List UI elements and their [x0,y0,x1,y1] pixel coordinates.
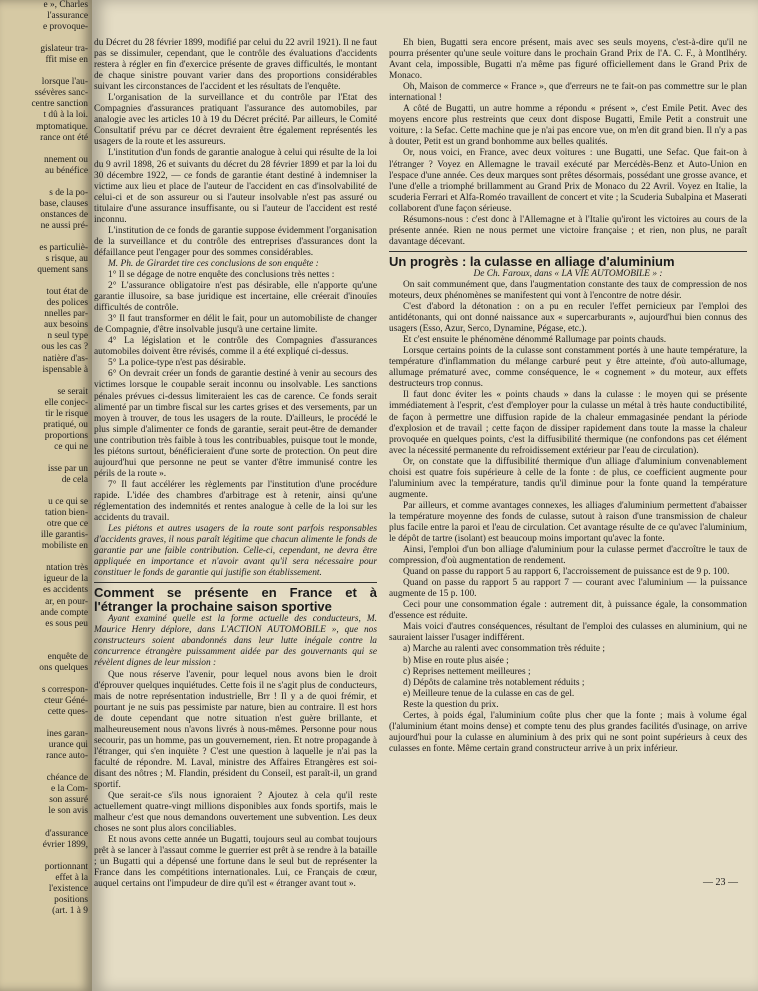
fragment-line: ffit mise en [45,55,88,66]
paragraph: Que nous réserve l'avenir, pour lequel nous avons bien le droit d'éprouver quelques inquiétudes. Cette fois il ne s'agit plus de conducteurs, mais de notre représentation industrielle, Brr ! Il y a de quoi frémir, et pourtant je ne suis pas pessimiste par nature, bien au contraire. Il est hors de doute cependant que notre situation n'est guère brillante, et malheureusement nous n'avons livrés à nous-mêmes. Personne pour nous secourir, pas un homme, pas un gouvernement, rien. Et notre propagande à l'étranger, qui s'en inquiète ? C'est une question à laquelle je n'ai pas la faculté de répondre. M. Laval, ministre des Affaires Etrangères est soi-disant des nôtres ; M. Flandin, président du Conseil, est paraît-il, un grand sportif. [94,669,377,790]
paragraph: Or, on constate que la diffusibilité thermique d'un alliage d'aluminium convenablement choisi est quatre fois supérieure à celle de la fonte : de plus, ce coefficient augmente pour l'aluminium avec la température, tandis qu'il diminue pour la fonte quand la température augmente. [389,456,747,500]
fragment-line [0,177,92,188]
fragment-line: es particuliè- [39,243,88,254]
fragment-line: évrier 1899, [42,839,88,850]
fragment-line [0,232,92,243]
fragment-line [0,630,92,641]
fragment-line: e la Com- [51,784,88,795]
list-item: 2° L'assurance obligatoire n'est pas désirable, elle n'apporte qu'une garantie illusoire, sa base juridique est incertaine, elle créerait d'inouïes difficultés de contrôle. [94,281,377,314]
column-1 [94,38,377,890]
paragraph: M. Ph. de Girardet tire ces conclusions de son enquête : [108,258,319,269]
fragment-line: enquête de [47,651,88,662]
fragment-line: cette ques- [47,707,88,717]
fragment-line: d'assurance [45,828,88,839]
fragment-line [0,552,92,563]
paragraph: L'organisation de la surveillance et du contrôle par l'Etat des Compagnies d'assurances pratiquant l'assurance des automobiles, par analogie avec les articles 10 à 19 du Décret précité. Par ailleurs, le Comité Consultatif prévu par ce décret devraient être également représentés les usagers de la route et les assureurs. [94,93,377,148]
fragment-line: quement sans [37,265,88,276]
fragment-line: u ce qui se [48,497,88,508]
left-page-fragment [0,0,92,991]
fragment-line: mobiliste en [41,541,88,552]
fragment-line: n seul type [47,331,88,342]
fragment-line: portionnant [44,861,88,872]
list-item: 6° On devrait créer un fonds de garantie destiné à venir au secours des victimes lorsque le coupable serait inconnu ou insolvable. Les sanctions pénales prévues ci-dessus limiteraient les cas de carence. Ce fonds serait alimenté par un timbre fiscal sur les cartes grises et des versements, par un moyen à trouver, de tous les usagers de la route. D'ailleurs, le procédé le plus simple d'alimenter ce fonds de garantie, serait peut-être de demander une contribution très faible à tous les contribuables, puisque tout le monde, les piétons surtout, bénéficieraient d'une sorte de protection. On peut dire aujourd'hui que personne ne peut se vanter d'être immunisé contre les périls de la route ». [94,369,377,479]
fragment-line: t dû à la loi. [43,110,88,121]
section-heading: Comment se présente en France et à l'étranger la prochaine saison sportive [94,585,377,615]
fragment-line: ous les cas ? [41,342,88,353]
fragment-line: tation bien- [45,508,88,519]
paragraph: Eh bien, Bugatti sera encore présent, mais avec ses seuls moyens, c'est-à-dire qu'il ne pourra présenter qu'une seule voiture dans le prochain Grand Prix de l'A. C. F., à Montlhéry. Avant cela, impossible, Bugatti n'a même pas figuré officiellement dans le Grand Prix de Monaco. [389,38,747,82]
fragment-line [0,66,92,77]
byline: De Ch. Faroux, dans « LA VIE AUTOMOBILE » : [473,268,663,279]
column-2 [389,38,747,755]
fragment-line: tout état de [46,287,88,298]
fragment-line: effet à la [55,872,88,883]
fragment-line: des polices [46,298,88,309]
paragraph: Ceci pour une consommation égale : autrement dit, à puissance égale, la consommation d'essence est réduite. [389,600,747,622]
fragment-line: ons quelques [39,662,88,673]
fragment-line [0,762,92,773]
list-item: 4° La législation et le contrôle des Compagnies d'assurances automobiles doivent être révisés, comme il a été expliqué ci-dessus. [94,336,377,358]
fragment-line: son assuré [49,795,88,806]
fragment-line [0,718,92,729]
list-item: a) Marche au ralenti avec consommation très réduite ; [403,644,605,655]
fragment-line: isse par un [47,463,88,474]
list-item: e) Meilleure tenue de la culasse en cas de gel. [403,688,575,699]
paragraph: L'institution d'un fonds de garantie analogue à celui qui résulte de la loi du 9 avril 1898, 26 et suivants du décret du 28 février 1899 et par la loi du 30 décembre 1922, — ce fonds de garantie étant destiné à indemniser la victime aux lieu et place de l'auteur de l'accident en cas d'insolvabilité de celui-ci et de son assureur ou si l'auteur insolvable n'est pas assuré ou titulaire d'une assurance insuffisante, ou si l'auteur de l'accident est resté inconnu. [94,148,377,225]
left-page-text [0,0,92,917]
divider [389,251,747,252]
fragment-line: s risque, au [45,254,88,265]
fragment-line [0,376,92,387]
fragment-line: ntation très [46,563,88,574]
fragment-line: nnelles par- [44,309,88,320]
fragment-line [0,674,92,685]
fragment-line: igueur de la [43,574,88,585]
fragment-line: centre sanction [31,99,88,110]
fragment-line: ce qui ne [54,441,88,452]
fragment-line: pratiqué, ou [43,419,88,430]
list-item: 3° Il faut transformer en délit le fait, pour un automobiliste de changer de Compagnie, d'être insolvable jusqu'à une certaine limite. [94,314,377,336]
divider [94,582,377,583]
fragment-line: le son avis [48,806,88,817]
fragment-line: chéance de [46,773,88,784]
paragraph: Mais voici d'autres conséquences, résultant de l'emploi des culasses en aluminium, qui ne sauraient laisser l'usager indifférent. [389,622,747,644]
fragment-line: gislateur tra- [40,44,88,55]
fragment-line: ande compte [40,607,88,618]
paragraph: Résumons-nous : c'est donc à l'Allemagne et à l'Italie qu'iront les victoires au cours de la présente année. Rien ne nous permet une victoire française ; et rien, non plus, ne paraît davantage décevant. [389,214,747,247]
list-item: 1° Il se dégage de notre enquête des conclusions très nettes : [108,269,335,280]
list-item: d) Dépôts de calamine très notablement réduits ; [403,677,585,688]
fragment-line: ispensable à [42,364,88,375]
fragment-line: natière d'as- [42,353,88,364]
fragment-line: positions [54,894,88,905]
paragraph: Lorsque certains points de la culasse sont constamment portés à une haute température, la température d'inflammation du mélange carburé peut y être atteinte, d'où auto-allumage, allumage prématuré avec, comme conséquence, le « cognement » du moteur, aux effets destructeurs trop connus. [389,346,747,390]
lead-paragraph: Ayant examiné quelle est la forme actuelle des conducteurs, M. Maurice Henry déplore, dans L'ACTION AUTOMOBILE », que nos constructeurs soient abandonnés dans leur lutte inégale contre la concurrence étrangère puissamment aidée par des gouvernants qui se révèlent dignes de leur mission : [94,614,377,669]
fragment-line: l'existence [48,883,88,894]
paragraph: Or, nous voici, en France, avec deux voitures : une Bugatti, une Sefac. Que fait-on à l'étranger ? Voyez en Allemagne le travail exécuté par Mercédès-Benz et Auto-Union en l'espace d'une année. Ces deux marques sont prêtes désormais, possédant une grosse avance, et l'une d'elle a triomphé brillamment au Grand Prix de Monaco du 22 Avril. Voyez en Italie, la scuderia Ferrari et Alfa-Roméo travaillent de concert et vite ; la Scuderia Subalpina et Maserati collaborent d'une façon sérieuse. [389,148,747,214]
paragraph: Certes, à poids égal, l'aluminium coûte plus cher que la fonte ; mais à volume égal (l'aluminium étant moins dense) et compte tenu des plus grandes facilités d'usinage, on arrive aujourd'hui pour la culasse en aluminium à des prix qui ne sont point supérieurs à ceux des culasses en fonte. Même certain grand constructeur arrive à un prix inférieur. [389,710,747,754]
fragment-line: ille garantis- [40,530,88,541]
section-heading: Un progrès : la culasse en alliage d'aluminium [389,253,675,269]
fragment-line: otre que ce [46,519,88,530]
fragment-line: e provoque- [42,22,88,33]
fragment-line [0,851,92,862]
fragment-line: onstances de [40,209,88,220]
fragment-line [0,33,92,44]
fragment-line: urance qui [48,740,88,751]
paragraph: Les piétons et autres usagers de la route sont parfois responsables d'accidents graves, il nous paraît légitime que chacun alimente le fonds de garantie par une faible contribution. Celle-ci, cependant, ne devra être appliquée en importance et n'avoir avant qu'il sera nécessaire pour constituer le fonds de garantie qui justifie son établissement. [94,524,377,579]
fragment-line: es accidents [42,585,88,596]
paragraph: du Décret du 28 février 1899, modifié par celui du 22 avril 1921). Il ne faut pas se dissimuler, cependant, que le contrôle des évaluations d'accidents restera à régler en fin d'exercice présente de graves difficultés, le montant de chaque sinistre pouvant varier dans des proportions considérables suivant les circonstances de l'accident et les résultats de l'enquête. [94,38,377,93]
paragraph: A côté de Bugatti, un autre homme a répondu « présent », c'est Emile Petit. Avec des moyens encore plus restreints que ceux dont dispose Bugatti, Emile Petit a construit une voiture, : la Sefac. Cette machine que je n'ai pas encore vue, on m'en dit grand bien. Il n'y a pas à douter, Petit est un grand bonhomme aux belles qualités. [389,104,747,148]
fragment-line: ar, en pour- [45,596,88,607]
fragment-line: de cela [61,475,88,486]
fragment-line [0,486,92,497]
paragraph: Par ailleurs, et comme avantages connexes, les alliages d'aluminium permettent d'abaisser la température moyenne des fonds de culasse, sutout à raison d'une transmission de chaleur plus facile entre la paroi et l'eau de circulation. Cet avantage résulte de ce qu'avec l'aluminium, le dépôt de tartre (isolant) est beaucoup moins important qu'avec la fonte. [389,500,747,545]
paragraph: Que serait-ce s'ils nous ignoraient ? Ajoutez à cela qu'il reste actuellement quatre-vingt millions disponibles aux fonds sportifs, mais le malheur c'est que nous demandons ouvertement une subvention. Les deux choses ne sont plus alors conciliables. [94,791,377,835]
fragment-line: (art. 1 à 9 [52,905,88,916]
fragment-line [0,641,92,652]
paragraph: Oh, Maison de commerce « France », que d'erreurs ne te fait-on pas commettre sur le plan international ! [389,82,747,104]
fragment-line: ne aussi pré- [40,220,88,231]
fragment-line: cteur Géné- [44,695,88,706]
fragment-line: rance auto- [46,751,88,762]
paragraph: Ainsi, l'emploi d'un bon alliage d'aluminium pour la culasse permet d'accroître le taux de compression, d'où augmentation de rendement. [389,545,747,567]
fragment-line [0,453,92,464]
fragment-line: lorsque l'au- [41,77,88,88]
fragment-line: l'assurance [47,11,88,22]
fragment-line [0,276,92,287]
fragment-line: elle conjec- [44,397,88,408]
paragraph: Il faut donc éviter les « points chauds » dans la culasse : le moyen qui se présente immédiatement à l'esprit, c'est d'employer pour la culasse un métal à très haute conductibilité, de façon à permettre une diffusion rapide de la chaleur emmagasinée pendant la période d'explosion et de travail ; cette façon de dissiper rapidement dans toute la masse la chaleur provoquée en quelques points, c'est la diffusibilité thermique (ne confondons pas cet élément avec la nécessité permanente du refroidissement extérieur par l'eau de circulation). [389,390,747,456]
fragment-line [0,817,92,828]
fragment-line: s de la po- [49,187,88,198]
fragment-line: mptomatique. [36,121,88,132]
fragment-line: s correspon- [41,684,88,695]
paragraph: Quand on passe du rapport 5 au rapport 6, l'accroissement de puissance est de 9 p. 100. [403,567,730,578]
fragment-line: tir le risque [45,408,88,419]
paragraph: Et c'est ensuite le phénomène dénommé Rallumage par points chauds. [403,335,667,346]
paragraph: Et nous avons cette année un Bugatti, toujours seul au combat toujours prêt à se lancer à l'assaut comme le guerrier est prêt à se rendre à la bataille ; un Bugatti qui a dépensé une fortune dans le seul but de représenter la France dans les compétitions internationales. Lui, ce Français de cœur, auquel certains ont l'impudeur de dire qu'il est « étranger avant tout ». [94,835,377,890]
paragraph: C'est d'abord la détonation : on a pu en reculer l'effet pernicieux par l'emploi des antidétonants, qui ont donné naissance aux « supercarburants », aujourd'hui bien connus des usagers (Esso, Azur, Serco, Dynamine, Pégase, etc.). [389,302,747,335]
fragment-line [0,144,92,155]
fragment-line: au bénéfice [45,165,88,176]
fragment-line: rance ont été [40,132,88,143]
paragraph: Quand on passe du rapport 5 au rapport 7 — courant avec l'aluminium — la puissance augmente de 15 p. 100. [389,578,747,600]
paragraph: Reste la question du prix. [403,699,499,710]
page-number: — 23 — [703,877,738,888]
fragment-line: es sous peu [45,618,88,629]
list-item: 7° Il faut accélérer les règlements par l'institution d'une procédure rapide. L'idée des chambres d'arbitrage est à retenir, ainsi qu'une réglementation des indemnités et rentes analogue à celle de la loi sur les accidents du travail. [94,479,377,524]
fragment-line: ssévères sanc- [34,88,88,99]
paragraph: On sait communément que, dans l'augmentation constante des taux de compression de nos moteurs, deux phénomènes se manifestent qui vont à l'encontre de notre désir. [389,279,747,301]
fragment-line: se serait [57,386,88,397]
fragment-line: aux besoins [43,320,88,331]
fragment-line: nnement ou [43,154,88,165]
list-item: 5° La police-type n'est pas désirable. [108,358,246,369]
list-item: c) Reprises nettement meilleures ; [403,666,531,677]
fragment-line: base, clauses [39,198,88,209]
fragment-line: proportions [44,430,88,441]
paragraph: L'institution de ce fonds de garantie suppose évidemment l'organisation de la surveillance et du contrôle des entreprises d'assurances dont la défaillance peut l'engager pour des sommes considérables. [94,225,377,258]
list-item: b) Mise en route plus aisée ; [403,655,509,666]
fragment-line: ines garan- [46,729,88,740]
fragment-line: e », Charles [43,0,88,10]
